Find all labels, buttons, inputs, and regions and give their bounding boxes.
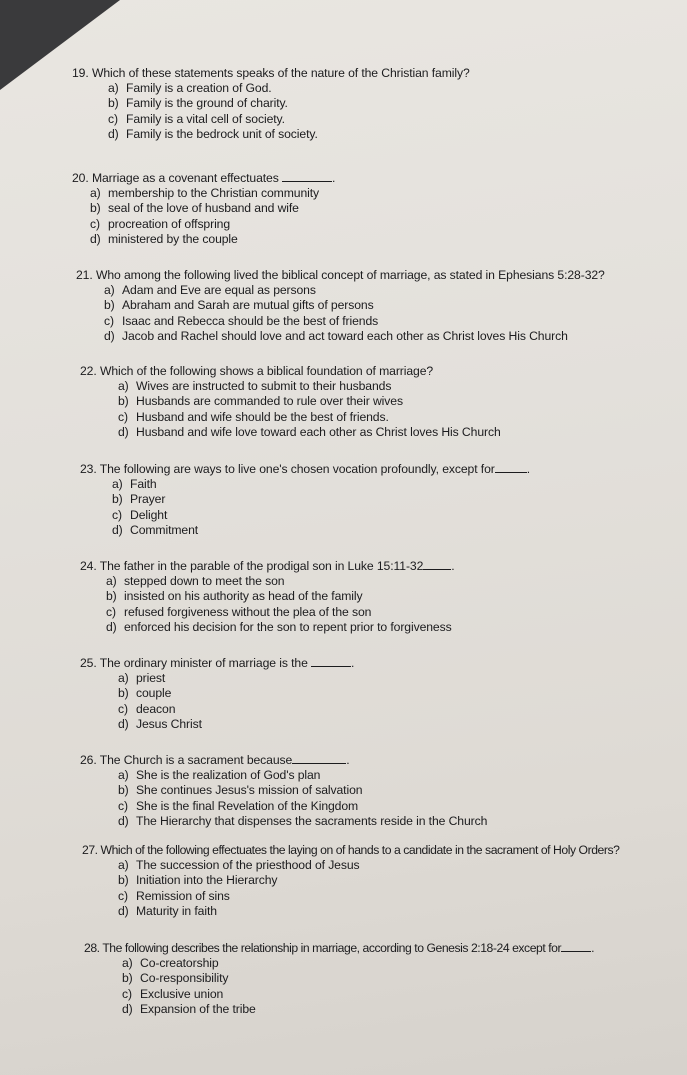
question-number: 24. <box>80 559 97 573</box>
question-text: The Church is a sacrament because <box>99 753 293 767</box>
question-number: 21. <box>76 268 93 282</box>
option-d: d) Maturity in faith <box>118 903 217 918</box>
option-a: a) membership to the Christian community <box>90 186 320 201</box>
option-b: b) Husbands are commanded to rule over their wives <box>118 394 403 409</box>
option-a: a) She is the realization of God's plan <box>118 768 321 783</box>
question-25 <box>80 655 354 732</box>
answer-blank <box>282 170 332 182</box>
option-a: a) Faith <box>112 477 157 492</box>
question-number: 23. <box>80 462 97 476</box>
question-stem <box>72 66 470 81</box>
option-c: c) Remission of sins <box>118 888 230 903</box>
question-number: 19. <box>72 66 89 80</box>
answer-blank <box>423 558 451 570</box>
option-b: b) couple <box>118 686 172 701</box>
option-c: c) deacon <box>118 701 176 716</box>
answer-blank <box>561 940 591 952</box>
question-number: 28. <box>84 941 100 955</box>
option-list <box>118 379 501 440</box>
option-b: b) Abraham and Sarah are mutual gifts of persons <box>104 298 374 313</box>
option-c: c) Isaac and Rebecca should be the best of friends <box>104 313 379 328</box>
option-c: c) Husband and wife should be the best of friends. <box>118 409 389 424</box>
question-19 <box>72 66 470 142</box>
question-number: 26. <box>80 753 97 767</box>
option-b: b) seal of the love of husband and wife <box>90 201 299 216</box>
option-a: a) Family is a creation of God. <box>108 81 272 96</box>
option-list <box>118 768 487 829</box>
question-28 <box>84 940 594 1017</box>
option-list <box>122 956 594 1017</box>
option-list <box>112 477 530 538</box>
option-c: c) Exclusive union <box>122 986 224 1001</box>
option-a: a) Co-creatorship <box>122 956 219 971</box>
question-number: 22. <box>80 364 97 378</box>
question-23 <box>80 461 530 538</box>
option-d: d) The Hierarchy that dispenses the sacraments reside in the Church <box>118 813 488 828</box>
option-list <box>118 858 619 919</box>
question-text: The ordinary minister of marriage is the <box>99 656 308 670</box>
question-27 <box>82 843 619 919</box>
question-text: The following describes the relationship in marriage, according to Genesis 2:18-24 except for <box>102 941 562 955</box>
question-number: 27. <box>82 843 98 857</box>
question-number: 20. <box>72 171 89 185</box>
option-a: a) Adam and Eve are equal as persons <box>104 283 316 298</box>
question-21 <box>76 268 605 344</box>
option-list <box>106 574 455 635</box>
question-stem <box>80 364 501 379</box>
option-d: d) Jacob and Rachel should love and act toward each other as Christ loves His Church <box>104 328 568 343</box>
option-list <box>90 186 335 247</box>
question-number: 25. <box>80 656 97 670</box>
question-text: Marriage as a covenant effectuates <box>91 171 279 185</box>
answer-blank <box>292 752 346 764</box>
question-stem: 26. The Church is a sacrament because . <box>80 753 350 767</box>
question-24 <box>80 558 455 635</box>
question-26 <box>80 752 487 829</box>
option-b: b) insisted on his authority as head of the family <box>106 589 363 604</box>
option-d: d) Expansion of the tribe <box>122 1001 256 1016</box>
option-d: d) ministered by the couple <box>90 231 238 246</box>
option-list <box>118 671 354 732</box>
question-text: Which of these statements speaks of the nature of the Christian family? <box>91 66 470 80</box>
question-22 <box>80 364 501 440</box>
option-d: d) Commitment <box>112 522 199 537</box>
question-text: Which of the following shows a biblical foundation of marriage? <box>99 364 434 378</box>
option-b: b) Initiation into the Hierarchy <box>118 873 278 888</box>
option-c: c) She is the final Revelation of the Kingdom <box>118 798 359 813</box>
question-text: Which of the following effectuates the laying on of hands to a candidate in the sacrament of Holy Orders? <box>100 843 620 857</box>
option-a: a) stepped down to meet the son <box>106 574 285 589</box>
question-stem: 20. Marriage as a covenant effectuates . <box>72 171 336 185</box>
question-20 <box>72 170 335 247</box>
question-stem <box>76 268 605 283</box>
option-b: b) She continues Jesus's mission of salvation <box>118 783 363 798</box>
option-list <box>108 81 470 142</box>
question-stem: 23. The following are ways to live one's chosen vocation profoundly, except for . <box>80 462 531 476</box>
option-b: b) Family is the ground of charity. <box>108 96 288 111</box>
answer-blank <box>495 461 527 473</box>
option-d: d) Family is the bedrock unit of society. <box>108 126 318 141</box>
question-stem: 28. The following describes the relationship in marriage, according to Genesis 2:18-24 except for . <box>84 941 595 955</box>
question-text: The father in the parable of the prodigal son in Luke 15:11-32 <box>99 559 424 573</box>
option-b: b) Prayer <box>112 492 166 507</box>
question-text: Who among the following lived the biblical concept of marriage, as stated in Ephesians 5:28-32? <box>95 268 605 282</box>
option-list <box>104 283 605 344</box>
question-stem <box>82 843 619 858</box>
option-c: c) Delight <box>112 507 168 522</box>
question-stem: 24. The father in the parable of the prodigal son in Luke 15:11-32 . <box>80 559 455 573</box>
option-a: a) Wives are instructed to submit to their husbands <box>118 379 392 394</box>
question-stem: 25. The ordinary minister of marriage is the . <box>80 656 355 670</box>
option-d: d) enforced his decision for the son to repent prior to forgiveness <box>106 619 452 634</box>
option-c: c) Family is a vital cell of society. <box>108 111 285 126</box>
option-c: c) procreation of offspring <box>90 216 231 231</box>
option-d: d) Jesus Christ <box>118 716 202 731</box>
option-a: a) The succession of the priesthood of Jesus <box>118 858 360 873</box>
option-a: a) priest <box>118 671 166 686</box>
answer-blank <box>311 655 351 667</box>
question-text: The following are ways to live one's chosen vocation profoundly, except for <box>99 462 495 476</box>
option-b: b) Co-responsibility <box>122 971 229 986</box>
option-c: c) refused forgiveness without the plea of the son <box>106 604 372 619</box>
option-d: d) Husband and wife love toward each other as Christ loves His Church <box>118 424 501 439</box>
